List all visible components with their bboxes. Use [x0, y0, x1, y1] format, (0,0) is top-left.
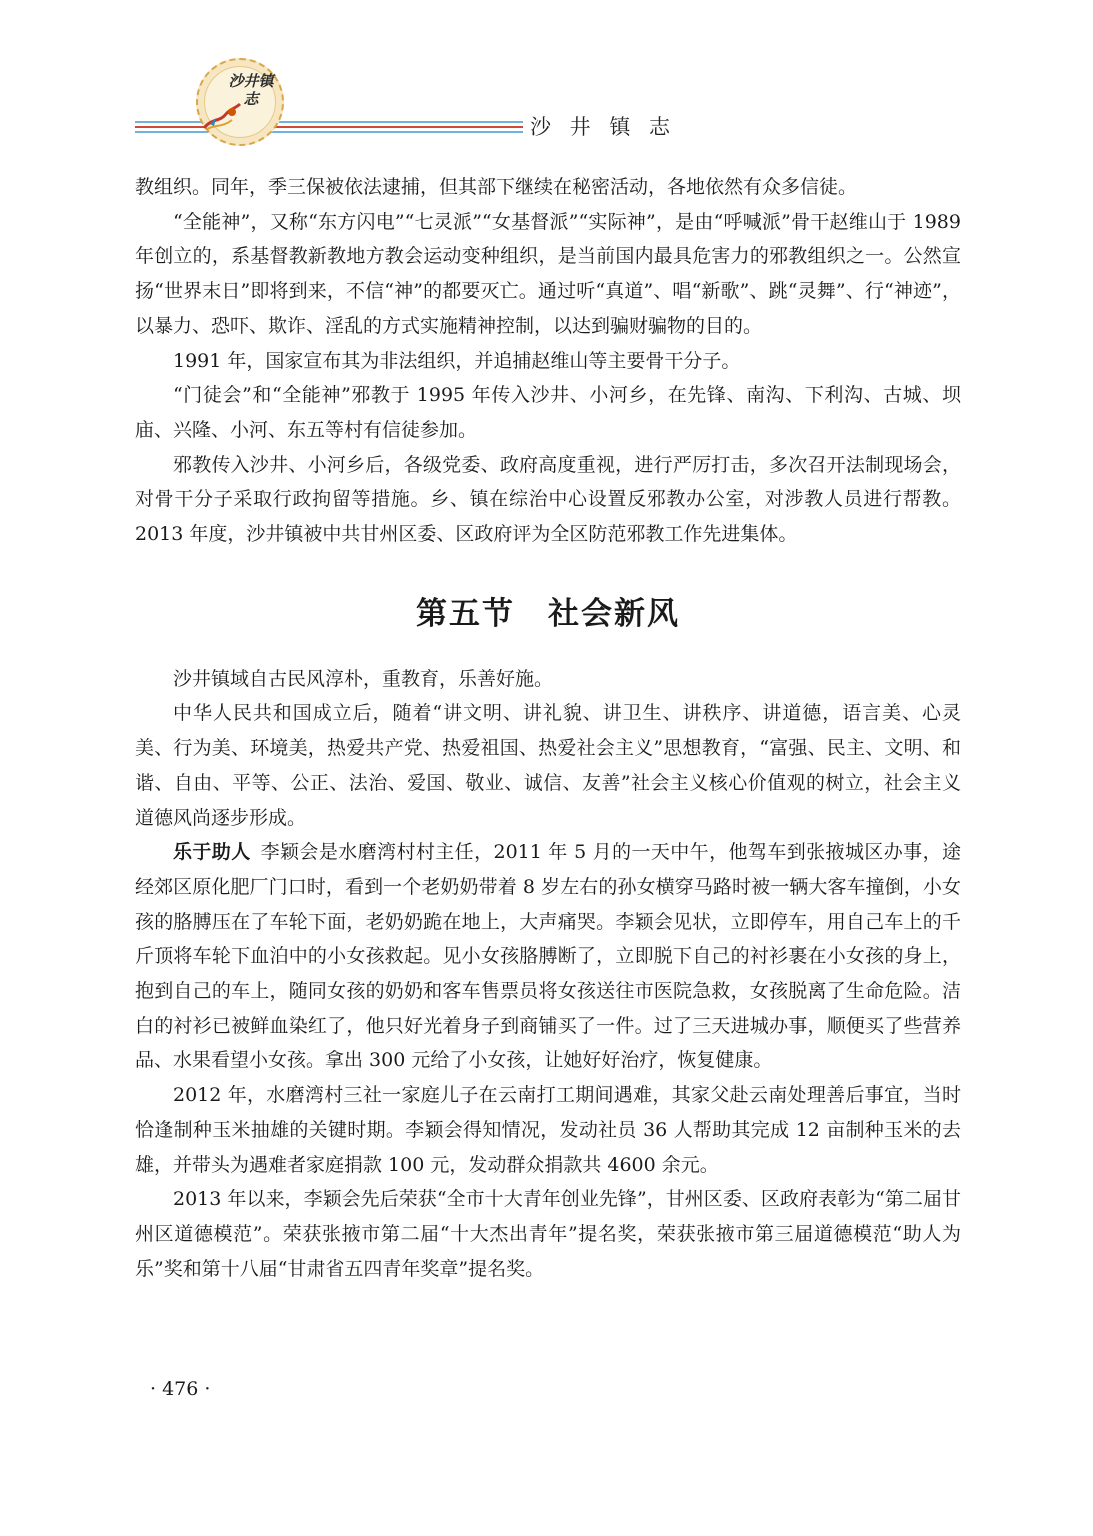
section-title: 第五节 社会新风	[416, 595, 680, 632]
running-title: 沙 井 镇 志	[530, 115, 677, 139]
paragraph: 中华人民共和国成立后，随着“讲文明、讲礼貌、讲卫生、讲秩序、讲道德，语言美、心灵美、行为美、环境美，热爱共产党、热爱祖国、热爱社会主义”思想教育，“富强、民主、文明、和谐、自由、平等、公正、法治、爱国、敬业、诚信、友善”社会主义核心价值观的树立，社会主义道德风尚逐步形成。	[135, 702, 961, 829]
header-rule-blue-lower	[135, 131, 523, 133]
seal-text: 沙井镇志	[228, 72, 274, 108]
lead-paragraph	[135, 835, 961, 1078]
paragraph: “门徒会”和“全能神”邪教于 1995 年传入沙井、小河乡，在先锋、南沟、下利沟、古城、坝庙、兴隆、小河、东五等村有信徒参加。	[135, 384, 961, 441]
paragraph: 1991 年，国家宣布其为非法组织，并追捕赵维山等主要骨干分子。	[173, 349, 741, 372]
header-rule-red	[135, 126, 523, 128]
book-seal-logo	[196, 58, 284, 146]
paragraph: 沙井镇域自古民风淳朴，重教育，乐善好施。	[173, 667, 554, 690]
page-body	[135, 170, 961, 1286]
paragraph: 2012 年，水磨湾村三社一家庭儿子在云南打工期间遇难，其家父赴云南处理善后事宜，当时恰逢制种玉米抽雄的关键时期。李颖会得知情况，发动社员 36 人帮助其完成 12 亩制种玉米的去雄，并带头为遇难者家庭捐款 100 元，发动群众捐款共 4600 余元。	[135, 1084, 961, 1176]
lead-heading: 乐于助人	[173, 841, 251, 864]
paragraph: 邪教传入沙井、小河乡后，各级党委、政府高度重视，进行严厉打击，多次召开法制现场会，对骨干分子采取行政拘留等措施。乡、镇在综治中心设置反邪教办公室，对涉教人员进行帮教。2013 年度，沙井镇被中共甘州区委、区政府评为全区防范邪教工作先进集体。	[135, 453, 961, 546]
page-number: · 476 ·	[150, 1378, 211, 1400]
paragraph: “全能神”，又称“东方闪电”“七灵派”“女基督派”“实际神”，是由“呼喊派”骨干赵维山于 1989 年创立的，系基督教新教地方教会运动变种组织，是当前国内最具危害力的邪教组织之一。公然宣扬“世界末日”即将到来，不信“神”的都要灭亡。通过听“真道”、唱“新歌”、跳“灵舞”、行“神迹”，以暴力、恐吓、欺诈、淫乱的方式实施精神控制，以达到骗财骗物的目的。	[135, 210, 961, 337]
phoenix-icon	[202, 100, 242, 134]
page-header	[0, 0, 1093, 150]
paragraph: 教组织。同年，季三保被依法逮捕，但其部下继续在秘密活动，各地依然有众多信徒。	[135, 176, 858, 198]
lead-paragraph-text: 李颖会是水磨湾村村主任，2011 年 5 月的一天中午，他驾车到张掖城区办事，途经郊区原化肥厂门口时，看到一个老奶奶带着 8 岁左右的孙女横穿马路时被一辆大客车撞倒，小女孩的胳膊压在了车轮下面，老奶奶跪在地上，大声痛哭。李颖会见状，立即停车，用自己车上的千斤顶将车轮下血泊中的小女孩救起。见小女孩胳膊断了，立即脱下自己的衬衫裹在小女孩的身上，抱到自己的车上，随同女孩的奶奶和客车售票员将女孩送往市医院急救，女孩脱离了生命危险。洁白的衬衫已被鲜血染红了，他只好光着身子到商铺买了一件。过了三天进城办事，顺便买了些营养品、水果看望小女孩。拿出 300 元给了小女孩，让她好好治疗，恢复健康。	[135, 841, 961, 1072]
header-rule-blue	[135, 121, 523, 123]
paragraph: 2013 年以来，李颖会先后荣获“全市十大青年创业先锋”，甘州区委、区政府表彰为“第二届甘州区道德模范”。荣获张掖市第二届“十大杰出青年”提名奖，荣获张掖市第三届道德模范“助人为乐”奖和第十八届“甘肃省五四青年奖章”提名奖。	[135, 1188, 961, 1280]
